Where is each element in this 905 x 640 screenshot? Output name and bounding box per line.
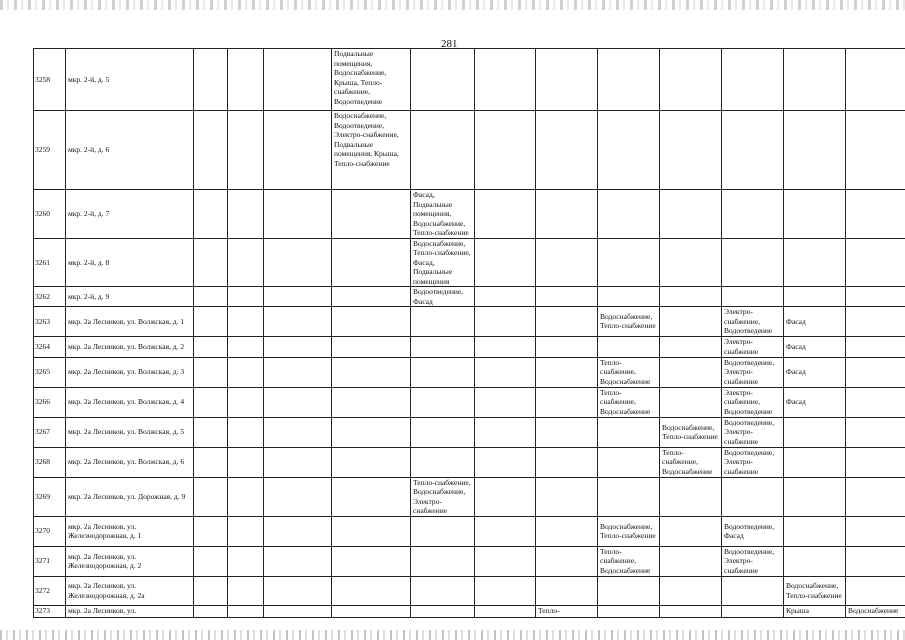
work-cell: [194, 111, 228, 190]
page-number: 281: [441, 38, 458, 50]
work-cell: [846, 516, 905, 546]
work-cell: [598, 417, 660, 447]
work-cell: [228, 477, 264, 516]
work-cell: [411, 516, 475, 546]
work-cell: [598, 238, 660, 287]
table-row: [34, 111, 905, 190]
work-cell: [475, 387, 536, 417]
work-cell: [332, 287, 411, 307]
work-cell: [332, 605, 411, 617]
table-row: [34, 417, 905, 447]
work-cell: [264, 477, 332, 516]
row-number: 3259: [34, 111, 66, 190]
work-cell: [784, 190, 846, 239]
work-cell: [194, 477, 228, 516]
work-cell: [660, 387, 722, 417]
table-row: [34, 387, 905, 417]
work-cell: [598, 49, 660, 111]
work-cell: [660, 287, 722, 307]
work-cell: [784, 447, 846, 477]
row-address: мкр. 2-й, д. 7: [66, 190, 194, 239]
work-cell: Водоснабжение, Тепло-снабжение: [784, 576, 846, 605]
work-cell: Водоснабжение: [846, 605, 905, 617]
work-cell: [536, 546, 598, 576]
work-cell: [475, 307, 536, 337]
work-cell: Фасад, Подвальные помещения, Водоснабжение, Тепло-снабжение: [411, 190, 475, 239]
work-cell: Фасад: [784, 307, 846, 337]
work-cell: [722, 49, 784, 111]
work-cell: [536, 287, 598, 307]
table-row: [34, 516, 905, 546]
work-cell: [598, 576, 660, 605]
register-table: [33, 48, 905, 618]
work-cell: Фасад: [784, 387, 846, 417]
work-cell: [598, 447, 660, 477]
work-cell: [660, 576, 722, 605]
work-cell: [194, 546, 228, 576]
work-cell: [846, 238, 905, 287]
work-cell: [264, 605, 332, 617]
work-cell: [784, 477, 846, 516]
row-address: мкр. 2а Лесников, ул. Волжская, д. 3: [66, 357, 194, 387]
work-cell: [228, 307, 264, 337]
work-cell: [264, 190, 332, 239]
work-cell: [598, 605, 660, 617]
work-cell: [846, 447, 905, 477]
work-cell: [536, 190, 598, 239]
work-cell: [264, 516, 332, 546]
work-cell: [411, 576, 475, 605]
work-cell: [411, 336, 475, 357]
row-number: 3268: [34, 447, 66, 477]
work-cell: [228, 387, 264, 417]
work-cell: [264, 238, 332, 287]
work-cell: [264, 357, 332, 387]
table-row: [34, 357, 905, 387]
table-row: [34, 576, 905, 605]
work-cell: [228, 605, 264, 617]
work-cell: [194, 307, 228, 337]
work-cell: [228, 357, 264, 387]
work-cell: [475, 417, 536, 447]
work-cell: [264, 307, 332, 337]
work-cell: [475, 287, 536, 307]
work-cell: Тепло-снабжение, Водоснабжение: [598, 387, 660, 417]
table-row: [34, 190, 905, 239]
table-row: [34, 605, 905, 617]
work-cell: Электро-снабжение, Водоотведение: [722, 387, 784, 417]
work-cell: [784, 516, 846, 546]
work-cell: Тепло-снабжение, Водоснабжение: [598, 546, 660, 576]
scan-edge-bottom: [0, 630, 905, 640]
work-cell: [411, 417, 475, 447]
work-cell: [332, 336, 411, 357]
work-cell: [846, 387, 905, 417]
work-cell: [784, 111, 846, 190]
work-cell: [332, 190, 411, 239]
work-cell: [332, 546, 411, 576]
work-cell: [332, 516, 411, 546]
work-cell: [475, 477, 536, 516]
work-cell: [228, 49, 264, 111]
work-cell: [194, 447, 228, 477]
work-cell: [660, 190, 722, 239]
work-cell: [536, 49, 598, 111]
work-cell: [846, 477, 905, 516]
work-cell: [228, 516, 264, 546]
row-number: 3272: [34, 576, 66, 605]
table-row: [34, 477, 905, 516]
work-cell: Крыша: [784, 605, 846, 617]
work-cell: [264, 447, 332, 477]
work-cell: [784, 238, 846, 287]
work-cell: [846, 336, 905, 357]
work-cell: [411, 49, 475, 111]
work-cell: [660, 336, 722, 357]
work-cell: [411, 111, 475, 190]
work-cell: Водоотведение, Электро-снабжение: [722, 447, 784, 477]
row-address: мкр. 2а Лесников, ул. Железнодорожная, д. 2: [66, 546, 194, 576]
work-cell: Тепло-снабжение, Водоснабжение: [660, 447, 722, 477]
work-cell: [228, 447, 264, 477]
work-cell: [660, 357, 722, 387]
work-cell: Водоотведение, Электро-снабжение: [722, 357, 784, 387]
work-cell: [475, 605, 536, 617]
work-cell: Водоснабжение, Тепло-снабжение, Фасад, Подвальные помещения: [411, 238, 475, 287]
work-cell: [660, 605, 722, 617]
work-cell: [660, 238, 722, 287]
work-cell: [194, 576, 228, 605]
work-cell: Электро-снабжение, Водоотведение: [722, 307, 784, 337]
row-address: мкр. 2а Лесников, ул. Волжская, д. 6: [66, 447, 194, 477]
work-cell: [536, 238, 598, 287]
work-cell: [660, 49, 722, 111]
work-cell: [475, 111, 536, 190]
work-cell: [194, 287, 228, 307]
work-cell: [536, 417, 598, 447]
work-cell: [475, 447, 536, 477]
work-cell: [332, 576, 411, 605]
row-number: 3260: [34, 190, 66, 239]
row-address: мкр. 2а Лесников, ул. Дорожная, д. 9: [66, 477, 194, 516]
work-cell: [228, 190, 264, 239]
work-cell: [475, 576, 536, 605]
work-cell: Водоснабжение, Тепло-снабжение: [598, 307, 660, 337]
work-cell: [194, 387, 228, 417]
work-cell: [536, 387, 598, 417]
row-address: мкр. 2-й, д. 6: [66, 111, 194, 190]
row-number: 3258: [34, 49, 66, 111]
work-cell: [722, 190, 784, 239]
work-cell: [846, 307, 905, 337]
work-cell: [194, 238, 228, 287]
row-address: мкр. 2-й, д. 8: [66, 238, 194, 287]
work-cell: [228, 546, 264, 576]
work-cell: [411, 357, 475, 387]
work-cell: [228, 111, 264, 190]
work-cell: [194, 605, 228, 617]
work-cell: [332, 387, 411, 417]
work-cell: [536, 477, 598, 516]
register-body: [34, 49, 905, 618]
row-address: мкр. 2а Лесников, ул. Волжская, д. 2: [66, 336, 194, 357]
work-cell: [660, 546, 722, 576]
work-cell: [332, 357, 411, 387]
work-cell: Водоснабжение, Тепло-снабжение: [660, 417, 722, 447]
table-row: [34, 287, 905, 307]
work-cell: [846, 357, 905, 387]
work-cell: [475, 357, 536, 387]
work-cell: [194, 516, 228, 546]
table-row: [34, 49, 905, 111]
work-cell: [475, 238, 536, 287]
work-cell: [722, 238, 784, 287]
work-cell: Фасад: [784, 336, 846, 357]
work-cell: Тепло-: [536, 605, 598, 617]
work-cell: [475, 336, 536, 357]
work-cell: [598, 287, 660, 307]
work-cell: [228, 417, 264, 447]
work-cell: [332, 447, 411, 477]
work-cell: [332, 417, 411, 447]
row-address: мкр. 2а Лесников, ул. Волжская, д. 5: [66, 417, 194, 447]
work-cell: [228, 287, 264, 307]
work-cell: [475, 190, 536, 239]
row-address: мкр. 2-й, д. 5: [66, 49, 194, 111]
scan-edge-top: [0, 0, 905, 10]
work-cell: [264, 417, 332, 447]
row-number: 3266: [34, 387, 66, 417]
work-cell: [660, 307, 722, 337]
work-cell: [411, 447, 475, 477]
work-cell: [332, 477, 411, 516]
row-address: мкр. 2а Лесников, ул. Железнодорожная, д. 1: [66, 516, 194, 546]
work-cell: [475, 49, 536, 111]
work-cell: [536, 447, 598, 477]
work-cell: [194, 49, 228, 111]
work-cell: Водоснабжение, Водоотведение, Электро-снабжение, Подвальные помещения, Крыша, Тепло-снабжение: [332, 111, 411, 190]
work-cell: [194, 190, 228, 239]
table-row: [34, 546, 905, 576]
work-cell: Тепло-снабжение, Водоснабжение, Электро-снабжение: [411, 477, 475, 516]
work-cell: [475, 516, 536, 546]
row-number: 3270: [34, 516, 66, 546]
work-cell: [228, 238, 264, 287]
work-cell: [722, 111, 784, 190]
work-cell: Подвальные помещения, Водоснабжение, Крыша, Тепло-снабжение, Водоотведение: [332, 49, 411, 111]
work-cell: [411, 605, 475, 617]
work-cell: [846, 417, 905, 447]
work-cell: [784, 287, 846, 307]
work-cell: [332, 307, 411, 337]
work-cell: [846, 190, 905, 239]
work-cell: [332, 238, 411, 287]
table-row: [34, 447, 905, 477]
work-cell: [722, 576, 784, 605]
work-cell: [228, 336, 264, 357]
work-cell: [598, 190, 660, 239]
row-number: 3265: [34, 357, 66, 387]
row-number: 3261: [34, 238, 66, 287]
work-cell: [228, 576, 264, 605]
work-cell: Водоснабжение, Тепло-снабжение: [598, 516, 660, 546]
table-row: [34, 336, 905, 357]
work-cell: [194, 417, 228, 447]
work-cell: [536, 357, 598, 387]
work-cell: [536, 516, 598, 546]
work-cell: [475, 546, 536, 576]
work-cell: [784, 546, 846, 576]
work-cell: [264, 546, 332, 576]
work-cell: [598, 111, 660, 190]
row-number: 3269: [34, 477, 66, 516]
work-cell: [598, 477, 660, 516]
work-cell: [722, 477, 784, 516]
work-cell: Тепло-снабжение, Водоснабжение: [598, 357, 660, 387]
work-cell: [660, 516, 722, 546]
work-cell: [660, 477, 722, 516]
work-cell: [411, 307, 475, 337]
work-cell: [194, 357, 228, 387]
row-number: 3264: [34, 336, 66, 357]
work-cell: [536, 336, 598, 357]
work-cell: Водоотведение, Электро-снабжение: [722, 546, 784, 576]
work-cell: Водоотведение, Электро-снабжение: [722, 417, 784, 447]
work-cell: [264, 287, 332, 307]
work-cell: [264, 111, 332, 190]
work-cell: [846, 546, 905, 576]
work-cell: [411, 387, 475, 417]
work-cell: [846, 576, 905, 605]
table-row: [34, 307, 905, 337]
row-number: 3263: [34, 307, 66, 337]
row-address: мкр. 2а Лесников, ул. Волжская, д. 4: [66, 387, 194, 417]
work-cell: [194, 336, 228, 357]
table-row: [34, 238, 905, 287]
work-cell: [784, 417, 846, 447]
work-cell: [264, 387, 332, 417]
work-cell: [846, 111, 905, 190]
work-cell: [264, 336, 332, 357]
work-cell: [598, 336, 660, 357]
row-number: 3267: [34, 417, 66, 447]
work-cell: [411, 546, 475, 576]
row-address: мкр. 2а Лесников, ул. Железнодорожная, д. 2а: [66, 576, 194, 605]
row-number: 3271: [34, 546, 66, 576]
work-cell: [660, 111, 722, 190]
row-number: 3273: [34, 605, 66, 617]
work-cell: Водоотведение, Фасад: [722, 516, 784, 546]
work-cell: [846, 287, 905, 307]
work-cell: [846, 49, 905, 111]
work-cell: [536, 111, 598, 190]
work-cell: Фасад: [784, 357, 846, 387]
work-cell: Водоотведение, Фасад: [411, 287, 475, 307]
work-cell: [536, 576, 598, 605]
work-cell: [784, 49, 846, 111]
work-cell: Электро-снабжение: [722, 336, 784, 357]
work-cell: [536, 307, 598, 337]
work-cell: [722, 605, 784, 617]
work-cell: [722, 287, 784, 307]
work-cell: [264, 576, 332, 605]
work-cell: [264, 49, 332, 111]
row-address: мкр. 2а Лесников, ул. Волжская, д. 1: [66, 307, 194, 337]
row-number: 3262: [34, 287, 66, 307]
row-address: мкр. 2-й, д. 9: [66, 287, 194, 307]
row-address: мкр. 2а Лесников, ул.: [66, 605, 194, 617]
